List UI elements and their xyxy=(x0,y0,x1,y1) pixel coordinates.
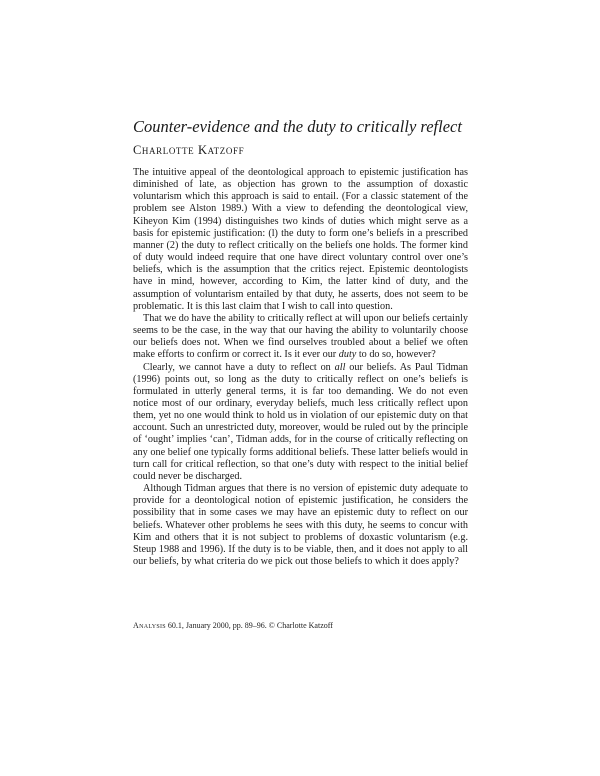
article-title: Counter-evidence and the duty to critically reflect xyxy=(133,117,462,136)
paragraph-2: That we do have the ability to critically reflect at will upon our beliefs certainly seems to be the case, in the way that our having the ability to voluntarily choose our beliefs does not. When we find ourselves troubled about a belief we often make efforts to confirm or correct it. Is it ever our duty to do so, however? xyxy=(133,312,468,361)
journal-name: Analysis xyxy=(133,621,166,630)
page-footer xyxy=(133,621,333,631)
citation-line: 60.1, January 2000, pp. 89–96. © Charlotte Katzoff xyxy=(165,621,333,630)
emphasis-duty: duty xyxy=(338,349,357,361)
article-author: Charlotte Katzoff xyxy=(133,143,245,157)
paragraph-1: The intuitive appeal of the deontological approach to epistemic justification has diminished of late, as objection has grown to the assumption of doxastic voluntarism which this approach is said to entail. (For a classic statement of the problem see Alston 1989.) With a view to defending the deontological view, Kiheyon Kim (1994) distinguishes two kinds of duties which might serve as a basis for epistemic justification: (l) the duty to form one’s beliefs in a prescribed manner (2) the duty to reflect critically on the beliefs one holds. The former kind of duty would indeed require that one have direct voluntary control over one’s beliefs, which is the assumption that the critics reject. Epistemic deontologists have in mind, however, according to Kim, the latter kind of duty, and the assumption of voluntarism entailed by that duty, he asserts, does not seem to be problematic. It is this last claim that I wish to call into question. xyxy=(133,167,468,312)
emphasis-all: all xyxy=(334,361,346,373)
paragraph-3: Clearly, we cannot have a duty to reflect on all our beliefs. As Paul Tidman (1996) points out, so long as the duty to critically reflect on one’s beliefs is formulated in utterly general terms, it is far too demanding. We do not even notice most of our ordinary, everyday beliefs, much less critically reflect upon them, yet no one would think to hold us in violation of our epistemic duty on that account. Such an unrestricted duty, moreover, would be ruled out by the principle of ‘ought’ implies ‘can’, Tidman adds, for in the course of critically reflecting on any one belief one typically forms additional beliefs. These latter beliefs would in turn call for critical reflection, so that one’s duty with respect to the initial belief could never be discharged. xyxy=(133,361,468,482)
paragraph-4: Although Tidman argues that there is no version of epistemic duty adequate to provide for a deontological notion of epistemic justification, he considers the possibility that in some cases we may have an epistemic duty to reflect on our beliefs. Whatever other problems he sees with this duty, he seems to concur with Kim and others that it is not subject to problems of doxastic voluntarism (e.g. Steup 1988 and 1996). If the duty is to be viable, then, and it does not apply to all our beliefs, by what criteria do we pick out those beliefs to which it does apply? xyxy=(133,483,468,567)
article-body xyxy=(133,167,468,568)
